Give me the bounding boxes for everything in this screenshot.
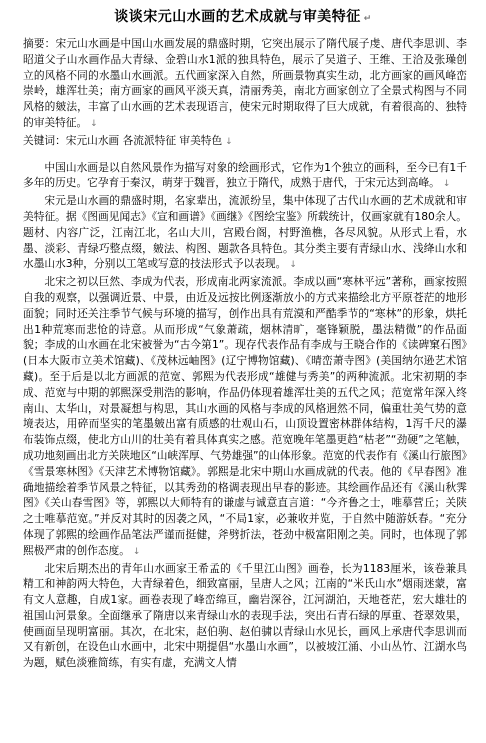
paragraph-mark-icon: ↓ <box>442 179 451 190</box>
paragraph-mark-icon: ↓ <box>132 546 141 557</box>
blank-line <box>23 151 467 160</box>
document-body <box>23 36 467 671</box>
keywords-line: 关键词：宋元山水画 各流派特征 审美特色 ↓ <box>23 133 233 147</box>
body-paragraph: 中国山水画是以自然风景作为描写对象的绘画形式，它作为1个独立的画科，至今已有1千多年的历史。它孕育于秦汉，萌芽于魏晋，独立于隋代，成熟于唐代，于宋元达到高峰。 ↓ <box>23 160 467 190</box>
abstract-paragraph: 摘要：宋元山水画是中国山水画发展的鼎盛时期，它突出展示了隋代展子虔、唐代李思训、李昭道父子山水画作品大青绿、金碧山水1派的独具特色，展示了吴道子、王维、王洽及张璪创立的风格不同的水墨山水画派。五代画家深入自然，所画景物真实生动，北方画家的画风峰峦崇岭，雄浑壮美；南方画家的画风平淡天真，清丽秀美，南北方画家创立了全景式构图与不同风格的皴法，丰富了山水画的艺术表现语言，使宋元时期取得了巨大成就，有着很高的、独特的审美特征。 ↓ <box>23 37 467 129</box>
paragraph-mark-icon: ↓ <box>90 118 98 129</box>
body-paragraph: 北宋后期杰出的青年山水画家王希孟的《千里江山图》画卷，长为1183厘米，该卷兼具精工和神韵两大特色，大青绿着色，细致富丽，呈唐人之风；江南的“米氏山水”烟雨迷蒙，富有文人意趣，自成1家。画卷表现了峰峦绵亘，幽岩深谷，江河湖泊，天地苍茫，宏大雄壮的祖国山河景象。全面继承了隋唐以来青绿山水的表现手法，突出石青石绿的厚重、苍翠效果，使画面呈现明富丽。其次，在北宋，赵伯驹、赵伯骕以青绿山水见长，画风上承唐代李思训而又有新创，在设色山水画中，北宋中期提倡“水墨山水画”，以被坡江涌、小山丛竹、江湖水鸟为题，赋色淡雅简练，有实有虚，充满文人情 <box>23 561 467 670</box>
paragraph-mark-icon: ↓ <box>289 260 297 271</box>
paragraph-mark-icon: ↓ <box>225 136 233 147</box>
body-paragraph: 北宋之初以巨然、李成为代表，形成南北两家流派。李成以画“寒林平远”著称，画家按照自我的观察，以强调近景、中景，由近及远按比例逐渐放小的方式来描绘北方平原苍茫的地形面貌；同时还关注季节气候与环境的描写，创作出具有荒漠和严酷季节的“寒林”的形象，烘托出1种荒寒而悲怆的诗意。从而形成“气象萧疏，烟林清旷，毫锋颖脱，墨法精微”的作品面貌；李成的山水画在北宋被誉为“古今第1”。现存代表作品有李成与王晓合作的《读碑窠石图》(日本大阪市立美术馆藏)、《茂林远岫图》(辽宁博物馆藏)、《晴峦萧寺图》(美国纳尔逊艺术馆藏)。至于后是以北方画派的范宽、郭熙为代表形成“雄健与秀美”的两种流派。北宋初期的李成、范宽与中期的郭熙深受荆浩的影响，作品仍体现着雄浑壮美的五代之风；范宽常年深入终南山、太华山，对景凝想与构思，其山水画的风格与李成的风格迥然不同，偏重壮美气势的意境表达，用碎而坚实的笔墨皴出富有质感的壮观山石，山顶设置密林群体结构，1泻千尺的瀑布装饰点缀，使北方山川的壮美有着具体真实之感。范宽晚年笔墨更趋“枯老”“劲硬”之笔触，成功地刻画出北方关陕地区“山峡浑厚、气势雄强”的山体形象。范宽的代表作有《溪山行旅图》《雪景寒林图》《天津艺术博物馆藏》。郭熙是北宋中期山水画成就的代表。他的《早春图》准确地描绘着季节风景之特征，以其秀劲的格调表现出早春的影迹。其绘画作品还有《溪山秋霁图》《关山春雪图》等，郭熙以大师特有的谦虚与诚意直言道：“今齐鲁之士，唯摹营丘；关陕之士唯摹范宽。”并反对其时的因袭之风，“不局1家，必兼收并览，于自然中随游妖春。“充分体现了郭熙的绘画作品笔法严谨而挺健，斧劈折法，苍劲中极富阳刚之美。同时，也体现了郭熙极严肃的创作态度。 ↓ <box>23 275 467 557</box>
body-paragraph: 宋元是山水画的鼎盛时期，名家辈出，流派纷呈，集中体现了古代山水画的艺术成就和审美特征。据《图画见闻志》《宣和画谱》《画继》《图绘宝鉴》所载统计，仅画家就有180余人。题材、内容广泛，江南江北，名山大川，宫殿台阁，村野渔樵，各尽风貌。从形式上看，水墨、淡彩、青绿巧整点缀，皴法、构图、题款各具特色。其分类主要有青绿山水、浅绛山水和水墨山水3种，分别以工笔或写意的技法形式予以表现。 ↓ <box>23 194 467 271</box>
document-title: 谈谈宋元山水画的艺术成就与审美特征 ↵ <box>114 9 372 25</box>
paragraph-mark-icon: ↵ <box>363 14 372 24</box>
